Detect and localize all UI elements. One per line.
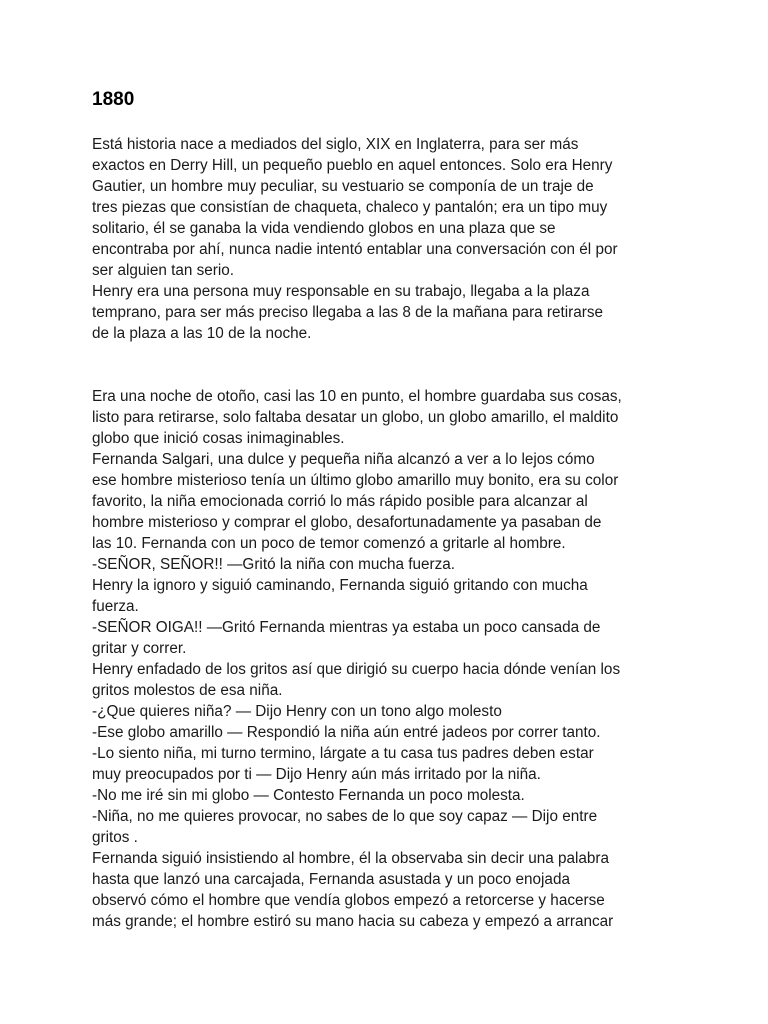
dialogue-line: -Lo siento niña, mi turno termino, lárgate a tu casa tus padres deben estar muy preocupados por ti — Dijo Henry aún más irritado por la niña. — [92, 745, 594, 783]
document-body — [92, 88, 682, 932]
paragraph-autumn-night: Era una noche de otoño, casi las 10 en punto, el hombre guardaba sus cosas, listo para retirarse, solo faltaba desatar un globo, un globo amarillo, el maldito globo que inició cosas inimaginables. — [92, 388, 622, 447]
dialogue-line: -No me iré sin mi globo — Contesto Fernanda un poco molesta. — [92, 787, 525, 804]
dialogue-line: -SEÑOR OIGA!! —Gritó Fernanda mientras ya estaba un poco cansada de gritar y correr. — [92, 619, 601, 657]
paragraph-spacer — [92, 344, 682, 386]
paragraph-intro: Está historia nace a mediados del siglo, XIX en Inglaterra, para ser más exactos en Derry Hill, un pequeño pueblo en aquel entonces. Solo era Henry Gautier, un hombre muy peculiar, su vestuario se componía de un traje de tres piezas que consistían de chaqueta, chaleco y pantalón; era un tipo muy solitario, él se ganaba la vida vendiendo globos en una plaza que se encontraba por ahí, nunca nadie intentó entablar una conversación con él por ser alguien tan serio. — [92, 136, 618, 279]
dialogue-line: -¿Que quieres niña? — Dijo Henry con un tono algo molesto — [92, 703, 502, 720]
dialogue-line: -Niña, no me quieres provocar, no sabes de lo que soy capaz — Dijo entre gritos . — [92, 808, 598, 846]
dialogue-line: -SEÑOR, SEÑOR!! —Gritó la niña con mucha fuerza. — [92, 556, 456, 573]
document-title: 1880 — [92, 89, 135, 110]
paragraph-line: Henry enfadado de los gritos así que dirigió su cuerpo hacia dónde venían los gritos molestos de esa niña. — [92, 661, 621, 699]
paragraph-line: Fernanda siguió insistiendo al hombre, él la observaba sin decir una palabra hasta que lanzó una carcajada, Fernanda asustada y un poco enojada observó cómo el hombre que vendía globos empezó a retorcerse y hacerse más grande; el hombre estiró su mano hacia su cabeza y empezó a arrancar — [92, 850, 614, 930]
paragraph-henry-schedule: Henry era una persona muy responsable en su trabajo, llegaba a la plaza temprano, para ser más preciso llegaba a las 8 de la mañana para retirarse de la plaza a las 10 de la noche. — [92, 283, 604, 342]
paragraph-fernanda: Fernanda Salgari, una dulce y pequeña niña alcanzó a ver a lo lejos cómo ese hombre misterioso tenía un último globo amarillo muy bonito, era su color favorito, la niña emocionada corrió lo más rápido posible para alcanzar al hombre misterioso y comprar el globo, desafortunadamente ya pasaban de las 10. Fernanda con un poco de temor comenzó a gritarle al hombre. — [92, 451, 619, 552]
paragraph-line: Henry la ignoro y siguió caminando, Fernanda siguió gritando con mucha fuerza. — [92, 577, 588, 615]
dialogue-line: -Ese globo amarillo — Respondió la niña aún entré jadeos por correr tanto. — [92, 724, 601, 741]
